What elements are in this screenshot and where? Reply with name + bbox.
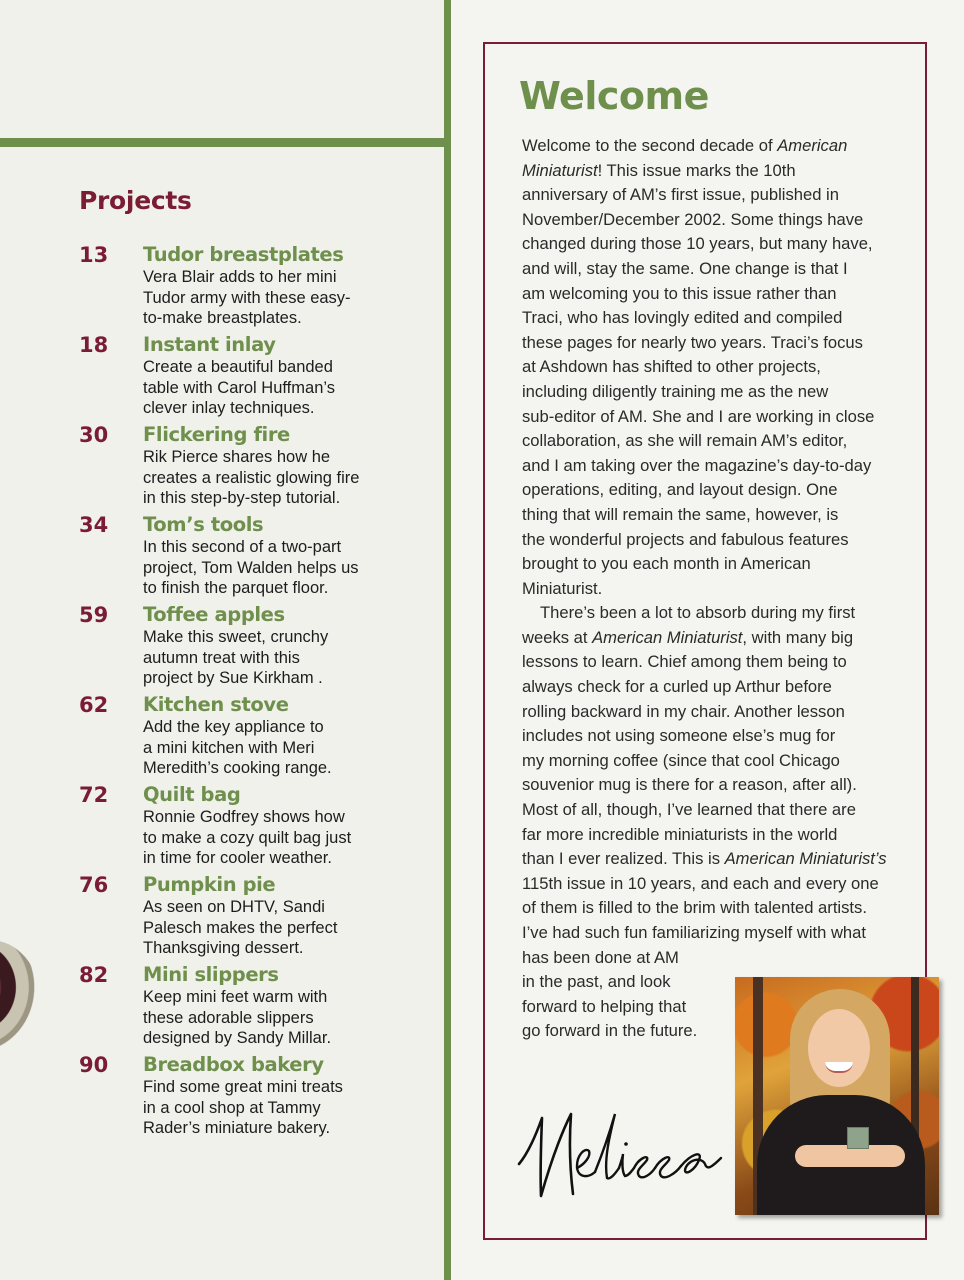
- welcome-text-line: rolling backward in my chair. Another lesson: [522, 701, 845, 721]
- project-title: Kitchen stove: [143, 693, 289, 716]
- signature-melissa: [515, 1098, 730, 1208]
- project-title: Quilt bag: [143, 783, 241, 806]
- welcome-text-line: operations, editing, and layout design. One: [522, 480, 838, 500]
- welcome-text-line: than I ever realized. This is American Miniaturist’s: [522, 849, 887, 869]
- project-title: Flickering fire: [143, 423, 290, 446]
- project-description-line: project, Tom Walden helps us: [143, 558, 359, 577]
- decorative-dish-image: [0, 940, 40, 1058]
- project-description-line: in this step-by-step tutorial.: [143, 489, 341, 507]
- project-page-number: 59: [79, 603, 109, 627]
- project-description-line: Find some great mini treats: [143, 1078, 343, 1096]
- project-page-number: 34: [79, 513, 109, 537]
- welcome-text-line: There’s been a lot to absorb during my first: [540, 603, 856, 623]
- project-description-line: Tudor army with these easy-: [143, 288, 351, 307]
- editor-photo: [735, 977, 939, 1215]
- project-page-number: 30: [79, 423, 109, 447]
- welcome-text-line: includes not using someone else’s mug for: [522, 726, 836, 746]
- welcome-text-line: forward to helping that: [522, 996, 687, 1016]
- project-description-line: to-make breastplates.: [143, 309, 302, 327]
- project-description-line: these adorable slippers: [143, 1008, 314, 1027]
- welcome-text-line: has been done at AM: [522, 947, 679, 967]
- welcome-text-line: Most of all, though, I’ve learned that there are: [522, 800, 856, 820]
- welcome-text-line: thing that will remain the same, however, is: [522, 504, 839, 524]
- project-description-line: Palesch makes the perfect: [143, 918, 338, 937]
- project-description: [143, 1077, 383, 1139]
- project-title: Pumpkin pie: [143, 873, 276, 896]
- welcome-text-line: anniversary of AM’s first issue, published in: [522, 185, 839, 205]
- welcome-text-line: go forward in the future.: [522, 1021, 698, 1041]
- project-description-line: Rik Pierce shares how he: [143, 448, 331, 466]
- project-title: Tudor breastplates: [143, 243, 344, 266]
- project-page-number: 62: [79, 693, 109, 717]
- project-page-number: 13: [79, 243, 109, 267]
- project-description-line: As seen on DHTV, Sandi: [143, 898, 325, 916]
- project-title: Instant inlay: [143, 333, 276, 356]
- welcome-body: [522, 134, 892, 1044]
- project-description: [143, 537, 383, 599]
- project-description-line: Meredith’s cooking range.: [143, 759, 332, 777]
- project-description: [143, 807, 383, 869]
- welcome-text-line: my morning coffee (since that cool Chicago: [522, 750, 840, 770]
- welcome-text-line: I’ve had such fun familiarizing myself with what: [522, 923, 867, 942]
- project-title: Mini slippers: [143, 963, 279, 986]
- welcome-text-line: lessons to learn. Chief among them being to: [522, 652, 847, 672]
- welcome-text-line: sub-editor of AM. She and I are working in close: [522, 406, 875, 426]
- project-description-line: clever inlay techniques.: [143, 399, 315, 417]
- project-description-line: in time for cooler weather.: [143, 849, 332, 867]
- project-title: Tom’s tools: [143, 513, 264, 536]
- welcome-text-line: these pages for nearly two years. Traci’s focus: [522, 332, 863, 352]
- project-description-line: Add the key appliance to: [143, 718, 324, 736]
- project-description-line: Create a beautiful banded: [143, 358, 333, 376]
- welcome-text-line: brought to you each month in American: [522, 554, 811, 574]
- welcome-text-line: changed during those 10 years, but many have,: [522, 234, 873, 254]
- project-description: [143, 897, 383, 959]
- welcome-text-line: Miniaturist! This issue marks the 10th: [522, 160, 796, 180]
- welcome-text-line: weeks at American Miniaturist, with many big: [522, 627, 854, 647]
- welcome-heading: Welcome: [519, 74, 709, 118]
- welcome-text-line: collaboration, as she will remain AM’s editor,: [522, 431, 848, 451]
- project-description: [143, 447, 383, 509]
- welcome-text-line: far more incredible miniaturists in the world: [522, 824, 838, 844]
- project-description: [143, 717, 383, 779]
- project-description-line: Ronnie Godfrey shows how: [143, 808, 345, 826]
- welcome-text-line: the wonderful projects and fabulous features: [522, 529, 849, 549]
- project-title: Breadbox bakery: [143, 1053, 324, 1076]
- project-description-line: Keep mini feet warm with: [143, 988, 328, 1006]
- project-page-number: 82: [79, 963, 109, 987]
- vertical-divider: [444, 0, 451, 1280]
- welcome-text-line: am welcoming you to this issue rather than: [522, 283, 837, 303]
- project-description-line: table with Carol Huffman’s: [143, 378, 335, 397]
- welcome-text-line: in the past, and look: [522, 972, 671, 992]
- project-description: [143, 987, 383, 1049]
- welcome-text-line: and I am taking over the magazine’s day-to-day: [522, 455, 872, 475]
- project-page-number: 90: [79, 1053, 109, 1077]
- project-description-line: a mini kitchen with Meri: [143, 738, 315, 757]
- project-description-line: designed by Sandy Millar.: [143, 1029, 332, 1047]
- project-description-line: to finish the parquet floor.: [143, 579, 329, 597]
- project-description-line: Make this sweet, crunchy: [143, 628, 329, 646]
- project-description-line: In this second of a two-part: [143, 538, 342, 556]
- welcome-text-line: souvenior mug is there for a reason, after all).: [522, 775, 857, 795]
- welcome-text-line: Miniaturist.: [522, 578, 603, 598]
- project-description: [143, 627, 383, 689]
- welcome-text-line: Welcome to the second decade of American: [522, 136, 848, 155]
- project-description-line: in a cool shop at Tammy: [143, 1098, 321, 1117]
- project-description-line: creates a realistic glowing fire: [143, 468, 360, 487]
- project-title: Toffee apples: [143, 603, 285, 626]
- project-description: [143, 267, 383, 329]
- welcome-text-line: and will, stay the same. One change is that I: [522, 258, 848, 278]
- project-page-number: 18: [79, 333, 109, 357]
- project-description: [143, 357, 383, 419]
- welcome-text-line: including diligently training me as the new: [522, 381, 829, 401]
- project-page-number: 76: [79, 873, 109, 897]
- project-page-number: 72: [79, 783, 109, 807]
- welcome-text-line: of them is filled to the brim with talented artists.: [522, 898, 867, 918]
- horizontal-divider: [0, 138, 446, 147]
- project-description-line: to make a cozy quilt bag just: [143, 828, 352, 847]
- project-description-line: Vera Blair adds to her mini: [143, 268, 337, 286]
- welcome-text-line: at Ashdown has shifted to other projects,: [522, 357, 821, 377]
- project-description-line: project by Sue Kirkham .: [143, 669, 323, 687]
- project-description-line: autumn treat with this: [143, 648, 300, 667]
- project-description-line: Rader’s miniature bakery.: [143, 1119, 331, 1137]
- welcome-text-line: November/December 2002. Some things have: [522, 209, 864, 229]
- welcome-text-line: always check for a curled up Arthur before: [522, 677, 832, 697]
- projects-heading: Projects: [79, 186, 192, 215]
- welcome-text-line: Traci, who has lovingly edited and compiled: [522, 308, 843, 328]
- welcome-text-line: 115th issue in 10 years, and each and every one: [522, 873, 879, 893]
- project-description-line: Thanksgiving dessert.: [143, 939, 304, 957]
